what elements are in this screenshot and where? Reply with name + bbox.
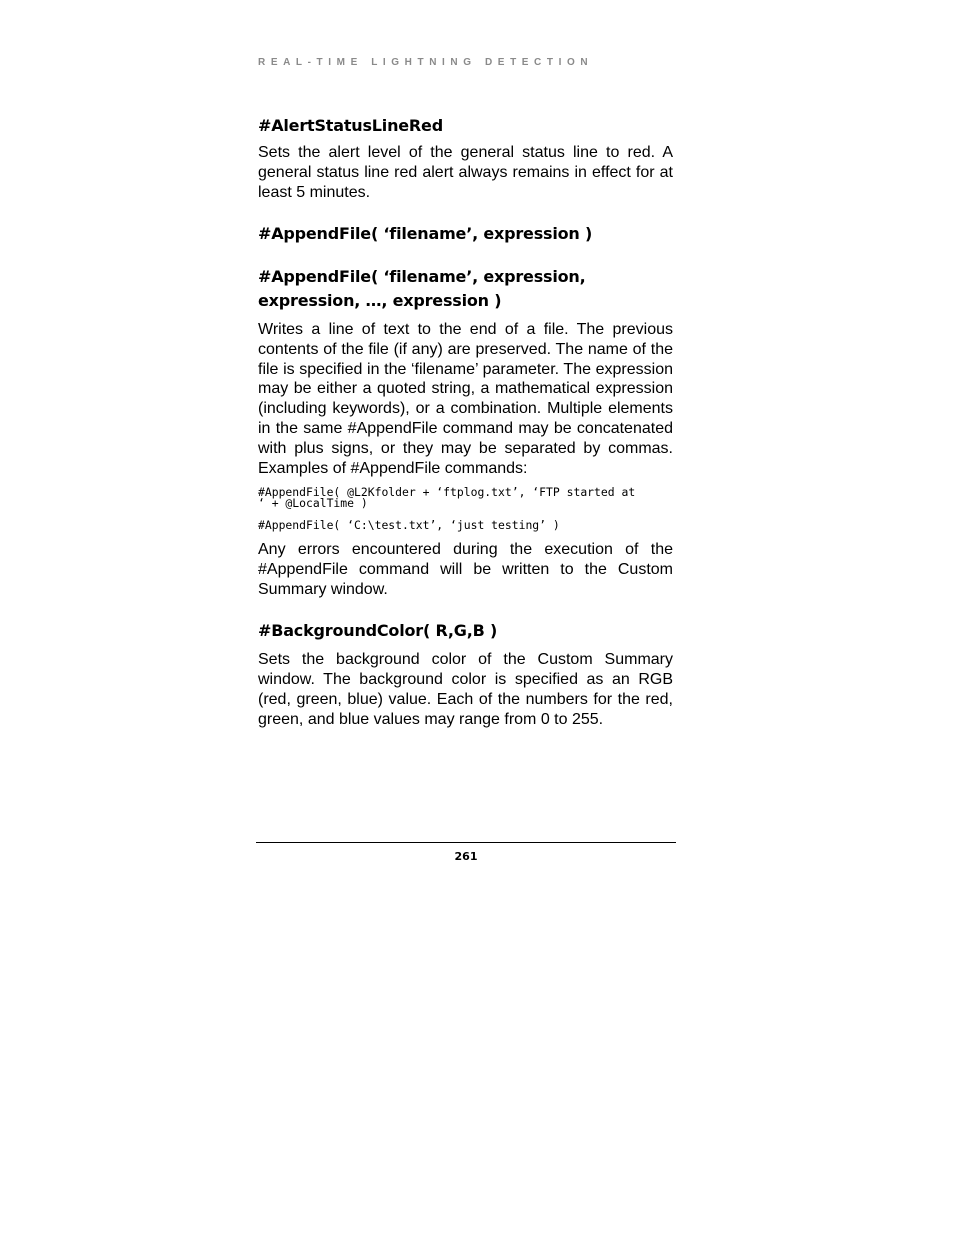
code-example-1-line1: #AppendFile( @L2Kfolder + ‘ftplog.txt’, ‘FTP started at: [258, 484, 636, 499]
code-example-1-line2: ‘ + @LocalTime ): [258, 496, 368, 511]
page-number: 261: [454, 850, 478, 863]
heading-background-color: #BackgroundColor( R,G,B ): [258, 621, 498, 641]
paragraph-append-file-errors: Any errors encountered during the execution of the #AppendFile command will be written to the Custom Summary window.: [258, 541, 673, 599]
heading-append-file-multi-line2: expression, …, expression ): [258, 290, 502, 310]
footer-divider: [256, 842, 676, 843]
heading-alert-status-line-red: #AlertStatusLineRed: [258, 116, 443, 135]
paragraph-alert-status-line-red: Sets the alert level of the general status line to red. A general status line red alert always remains in effect for at least 5 minutes.: [258, 144, 673, 201]
paragraph-append-file: Writes a line of text to the end of a file. The previous contents of the file (if any) are preserved. The name of the file is specified in the ‘filename’ parameter. The expression may be either a quoted string, a mathematical expression (including keywords), or a combination. Multiple elements in the same #AppendFile command may be concatenated with plus signs, or they may be separated by commas. Examples of #AppendFile commands:: [258, 320, 673, 478]
page-content: [258, 114, 673, 730]
heading-append-file-multi: [258, 265, 673, 313]
heading-append-file-single: #AppendFile( ‘filename’, expression ): [258, 223, 593, 243]
code-example-2: #AppendFile( ‘C:\test.txt’, ‘just testing’ ): [258, 517, 560, 532]
paragraph-background-color: Sets the background color of the Custom Summary window. The background color is specified as an RGB (red, green, blue) value. Each of the numbers for the red, green, and blue values may range from 0 to 255.: [258, 651, 673, 728]
heading-append-file-multi-line1: #AppendFile( ‘filename’, expression,: [258, 266, 586, 286]
code-example-1: [258, 484, 673, 511]
running-header: REAL-TIME LIGHTNING DETECTION: [258, 57, 594, 68]
